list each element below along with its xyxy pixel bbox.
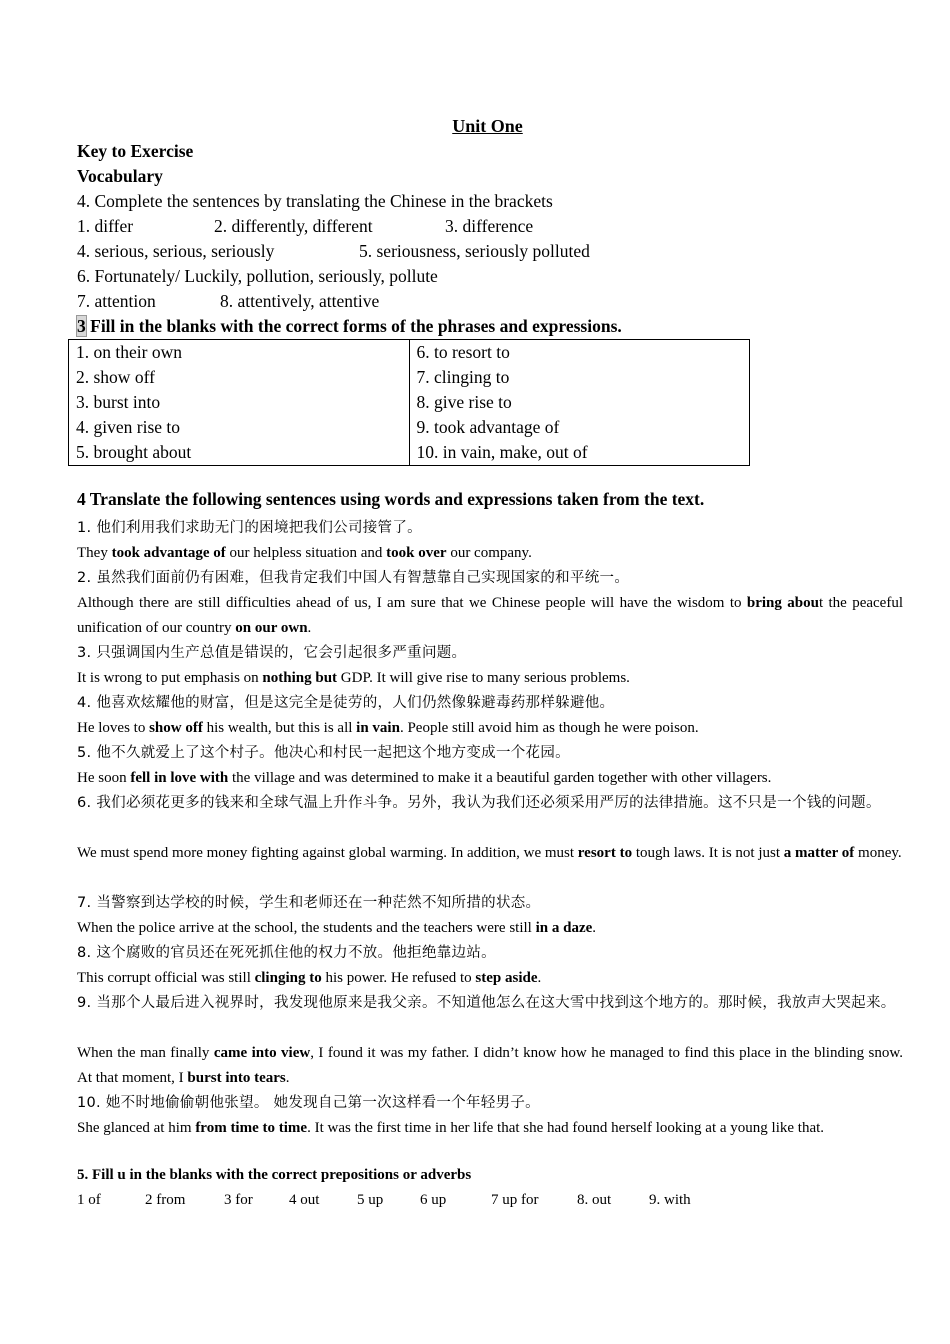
sentence-text: He loves to (77, 720, 150, 736)
chinese-sentence: 8. 这个腐败的官员还在死死抓住他的权力不放。他拒绝靠边站。 (77, 945, 496, 961)
sentence-text: his wealth, but this is all (202, 720, 357, 736)
key-phrase: step aside (475, 970, 538, 986)
key-phrase: a matter of (783, 845, 855, 861)
exercise-5-answer: 3 for (224, 1192, 253, 1208)
table-cell: 5. brought about (76, 442, 192, 462)
exercise-5-answer: 8. out (577, 1192, 612, 1208)
sentence-text: . People still avoid him as though he were poison. (399, 720, 699, 736)
exercise-3-number: 3 (77, 316, 86, 336)
english-translation (77, 1116, 903, 1141)
sentence-text: our company. (446, 545, 532, 561)
english-translation (77, 591, 903, 641)
sentence-text: tough laws. It is not just (632, 845, 784, 861)
exercise-3-heading (77, 314, 622, 339)
sentence-text: Although there are still difficulties ahead of us, I am sure that we Chinese people will have the wisdom to (77, 595, 747, 611)
key-phrase: fell in love with (130, 770, 229, 786)
table-cell: 9. took advantage of (416, 417, 560, 437)
sentence-text: It is wrong to put emphasis on (77, 670, 263, 686)
vocab-answer: 1. differ (77, 216, 134, 236)
phrases-answer-table (68, 339, 750, 466)
vocab-answer: 5. seriousness, seriously polluted (359, 241, 590, 261)
key-phrase: took over (386, 545, 447, 561)
key-phrase: nothing but (262, 670, 338, 686)
english-translation (77, 716, 903, 741)
english-translation (77, 666, 903, 691)
chinese-sentence: 6. 我们必须花更多的钱来和全球气温上升作斗争。另外，我认为我们还必须采用严厉的法律措施。这不只是一个钱的问题。 (77, 795, 881, 811)
sentence-text: This corrupt official was still (77, 970, 255, 986)
sentence-text: money. (854, 845, 902, 861)
table-cell: 2. show off (76, 367, 155, 387)
table-cell: 6. to resort to (416, 342, 510, 362)
key-phrase: on our own (235, 620, 308, 636)
key-phrase: clinging to (254, 970, 322, 986)
answer-column-right (409, 340, 750, 466)
key-phrase: in a daze (535, 920, 593, 936)
table-cell: 1. on their own (76, 342, 182, 362)
sentence-text: He soon (77, 770, 131, 786)
sentence-text: When the police arrive at the school, the students and the teachers were still (77, 920, 536, 936)
chinese-sentence: 3. 只强调国内生产总值是错误的，它会引起很多严重问题。 (77, 645, 467, 661)
chinese-sentence: 10. 她不时地偷偷朝他张望。 她发现自己第一次这样看一个年轻男子。 (77, 1095, 540, 1111)
exercise-5-heading: 5. Fill u in the blanks with the correct prepositions or adverbs (77, 1167, 472, 1183)
sentence-text: his power. He refused to (321, 970, 476, 986)
sentence-text: . It was the first time in her life that she had found herself looking at a young like that. (307, 1120, 825, 1136)
key-phrase: bring abou (746, 595, 819, 611)
key-heading: Key to Exercise (77, 141, 194, 161)
table-cell: 3. burst into (76, 392, 161, 412)
table-cell: 7. clinging to (416, 367, 510, 387)
sentence-text: , I found it was my father. I didn’t know how he managed to find this place in the blinding snow. At that moment, I (77, 1045, 903, 1086)
sentence-text: She glanced at him (77, 1120, 196, 1136)
key-phrase: took advantage of (111, 545, 226, 561)
sentence-text: our helpless situation and (225, 545, 387, 561)
sentence-text: the village and was determined to make it a beautiful garden together with other villagers. (228, 770, 772, 786)
key-phrase: show off (149, 720, 203, 736)
chinese-sentence: 2. 虽然我们面前仍有困难，但我肯定我们中国人有智慧靠自己实现国家的和平统一。 (77, 570, 630, 586)
exercise-4-instruction: 4. Complete the sentences by translating the Chinese in the brackets (77, 191, 553, 211)
chinese-sentence: 4. 他喜欢炫耀他的财富，但是这完全是徒劳的，人们仍然像躲避毒药那样躲避他。 (77, 695, 615, 711)
exercise-5-answer: 6 up (420, 1192, 447, 1208)
translation-heading: 4 Translate the following sentences using words and expressions taken from the text. (77, 489, 705, 509)
english-translation (77, 766, 903, 791)
key-phrase: resort to (577, 845, 633, 861)
exercise-5-answer: 1 of (77, 1192, 101, 1208)
sentence-text: t the peaceful unification of our country (77, 595, 903, 636)
vocabulary-heading: Vocabulary (77, 166, 163, 186)
english-translation (77, 966, 903, 991)
sentence-text: . (307, 620, 312, 636)
key-phrase: burst into tears (187, 1070, 286, 1086)
chinese-sentence: 7. 当警察到达学校的时候，学生和老师还在一种茫然不知所措的状态。 (77, 895, 541, 911)
key-phrase: from time to time (195, 1120, 308, 1136)
vocab-answer: 4. serious, serious, seriously (77, 241, 275, 261)
sentence-text: GDP. It will give rise to many serious problems. (337, 670, 630, 686)
sentence-text: We must spend more money fighting against global warming. In addition, we must (77, 845, 578, 861)
english-translation (77, 1041, 903, 1091)
chinese-sentence: 9. 当那个人最后进入视界时，我发现他原来是我父亲。不知道他怎么在这大雪中找到这个地方的。那时候，我放声大哭起来。 (77, 995, 896, 1011)
key-phrase: came into view (213, 1045, 311, 1061)
vocab-answer: 8. attentively, attentive (220, 291, 380, 311)
sentence-text: When the man finally (77, 1045, 214, 1061)
english-translation (77, 841, 903, 866)
table-cell: 8. give rise to (416, 392, 512, 412)
exercise-5-answer: 4 out (289, 1192, 320, 1208)
exercise-5-answer: 7 up for (491, 1192, 539, 1208)
chinese-sentence: 1. 他们利用我们求助无门的困境把我们公司接管了。 (77, 520, 422, 536)
exercise-5-answer: 2 from (145, 1192, 186, 1208)
vocab-answer: 6. Fortunately/ Luckily, pollution, seriously, pollute (77, 266, 438, 286)
vocab-answer: 3. difference (445, 216, 534, 236)
exercise-3-instruction: Fill in the blanks with the correct forms of the phrases and expressions. (85, 316, 622, 336)
vocab-answer: 7. attention (77, 291, 156, 311)
sentence-text: They (77, 545, 112, 561)
key-phrase: in vain (356, 720, 400, 736)
sentence-text: . (537, 970, 542, 986)
answer-column-left (69, 340, 410, 466)
table-cell: 10. in vain, make, out of (416, 442, 588, 462)
english-translation (77, 916, 903, 941)
exercise-5-answer: 9. with (649, 1192, 691, 1208)
english-translation (77, 541, 903, 566)
sentence-text: . (592, 920, 597, 936)
exercise-5-answer: 5 up (357, 1192, 384, 1208)
unit-title: Unit One (452, 116, 523, 136)
table-cell: 4. given rise to (76, 417, 181, 437)
sentence-text: . (285, 1070, 290, 1086)
vocab-answer: 2. differently, different (214, 216, 373, 236)
chinese-sentence: 5. 他不久就爱上了这个村子。他决心和村民一起把这个地方变成一个花园。 (77, 745, 570, 761)
